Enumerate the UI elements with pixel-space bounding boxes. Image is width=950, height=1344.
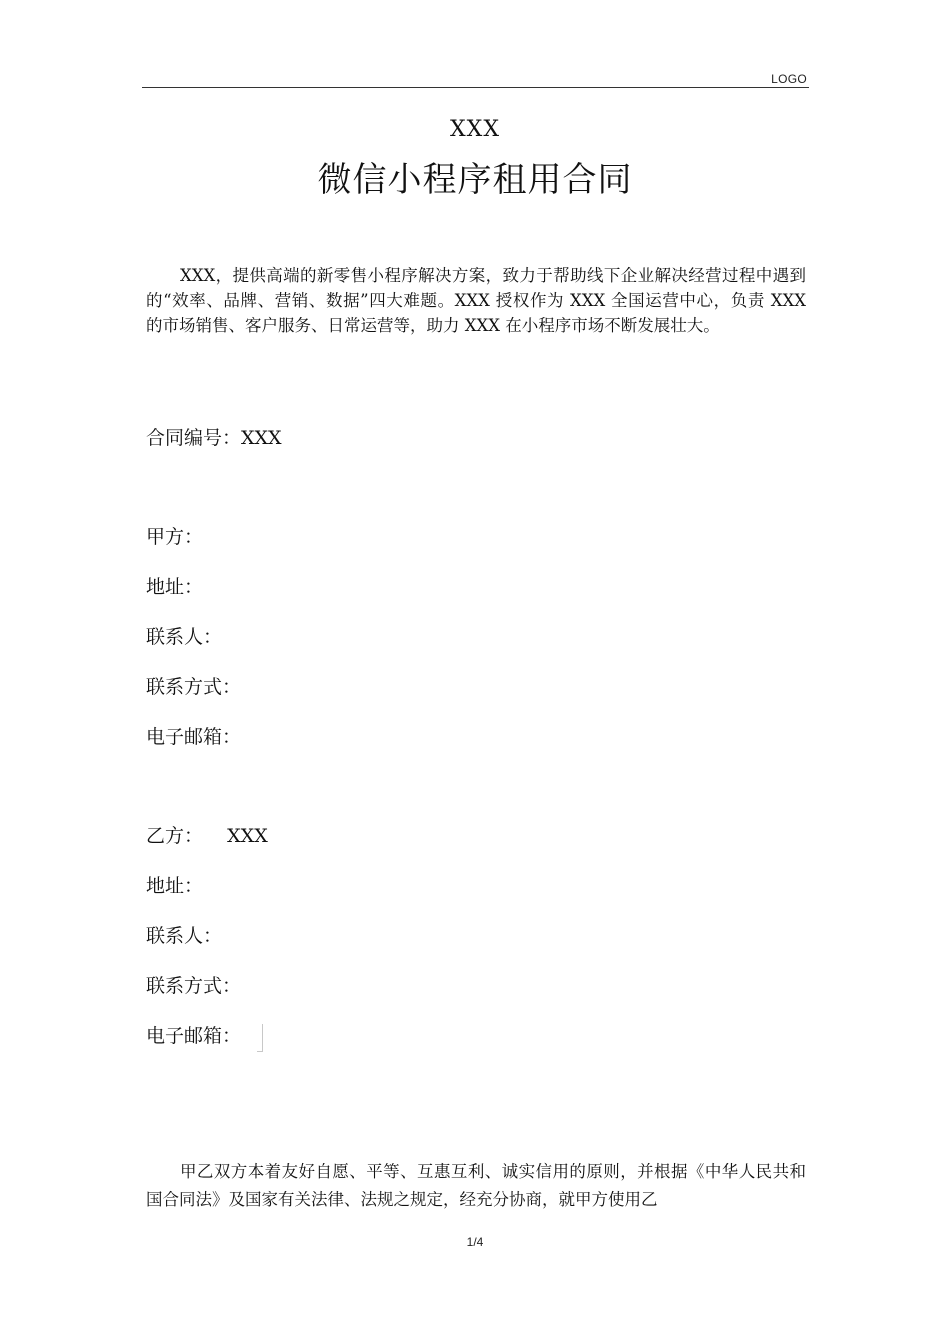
party-a-address: 地址：	[146, 576, 204, 598]
closing-paragraph: 甲乙双方本着友好自愿、平等、互惠互利、诚实信用的原则，并根据《中华人民共和国合同法》及国家有关法律、法规之规定，经充分协商，就甲方使用乙	[146, 1162, 806, 1209]
party-a-contact: 联系人：	[146, 626, 223, 648]
party-b-phone: 联系方式：	[146, 975, 242, 997]
header-logo: LOGO	[771, 72, 807, 86]
page-number: 1/4	[466, 1235, 484, 1249]
header-divider	[142, 87, 809, 88]
party-a-name: 甲方：	[146, 526, 204, 548]
party-a-email: 电子邮箱：	[146, 726, 242, 748]
contract-number: 合同编号：XXX	[146, 427, 282, 449]
party-b-contact: 联系人：	[146, 925, 223, 947]
party-b-name: 乙方： XXX	[146, 825, 268, 847]
intro-paragraph: XXX，提供高端的新零售小程序解决方案，致力于帮助线下企业解决经营过程中遇到的“效率、品牌、营销、数据”四大难题。XXX 授权作为 XXX 全国运营中心，负责 XXX 的市场销售、客户服务、日常运营等，助力 XXX 在小程序市场不断发展壮大。	[146, 266, 806, 335]
party-b-email: 电子邮箱：	[146, 1025, 242, 1047]
party-a-phone: 联系方式：	[146, 676, 242, 698]
document-subtitle: XXX	[450, 117, 500, 142]
text-cursor-mark	[262, 1024, 263, 1052]
document-title: 微信小程序租用合同	[317, 160, 633, 200]
party-b-address: 地址：	[146, 875, 204, 897]
